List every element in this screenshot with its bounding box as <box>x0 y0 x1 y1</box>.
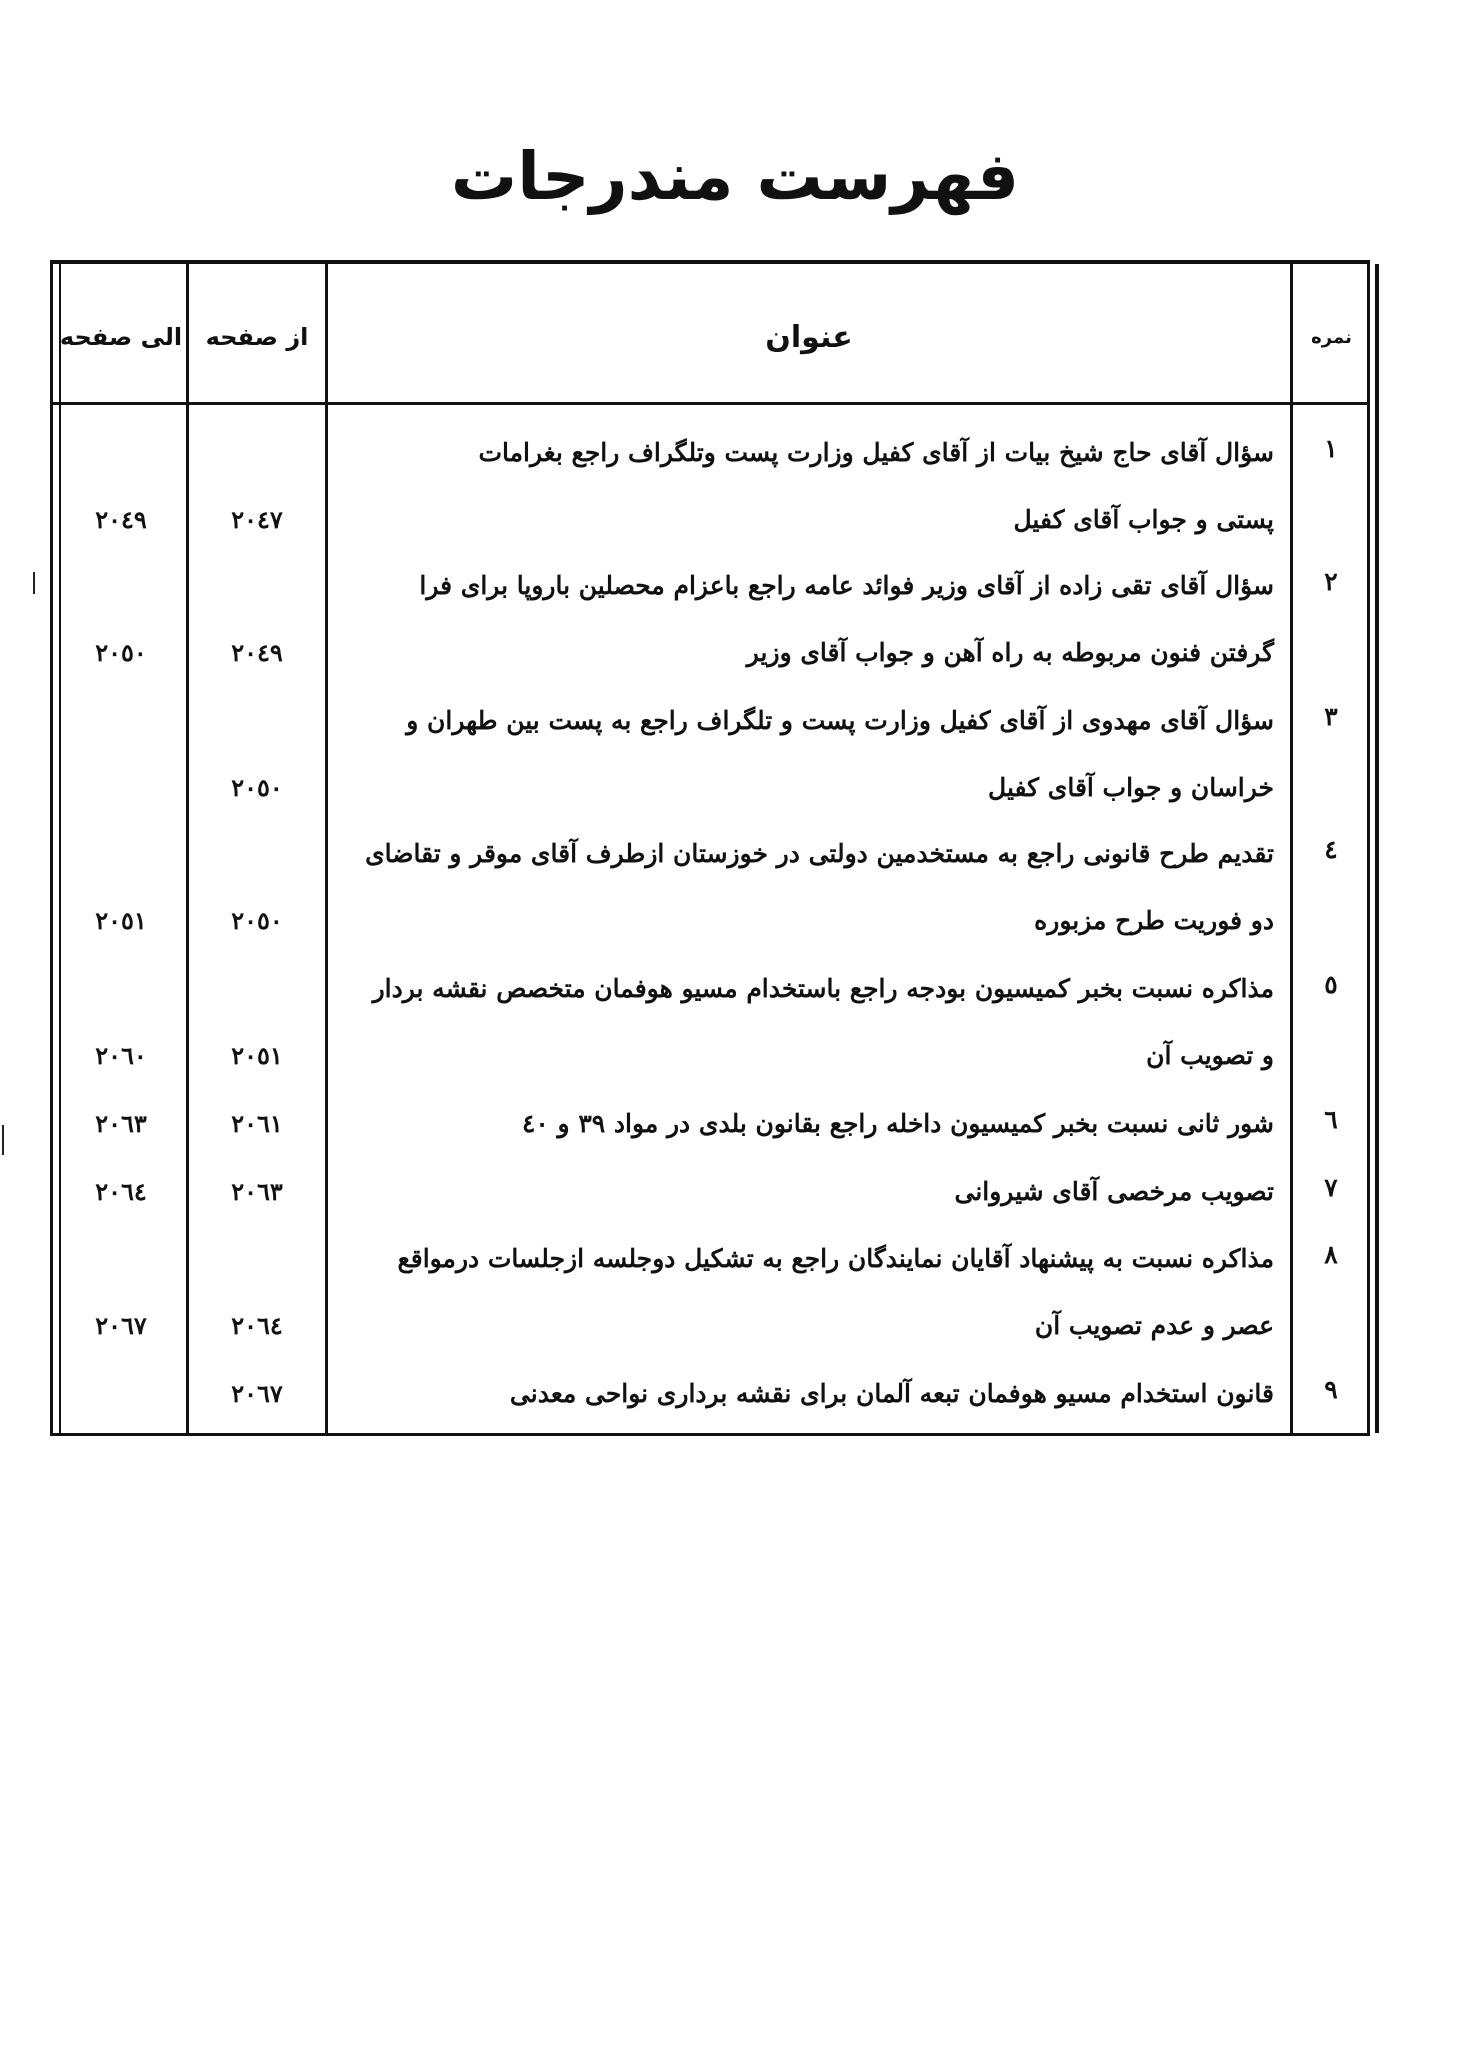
divider-subject-number <box>1290 264 1293 1433</box>
row-to-page: ٢٠٥١ <box>95 906 147 935</box>
row-subject-line: تقديم طرح قانونى راجع به مستخدمين دولتى در خوزستان ازطرف آقاى موقر و تقاضاى <box>365 839 1274 868</box>
row-to-page: ٢٠٦٣ <box>95 1109 147 1138</box>
row-from-page: ٢٠٥٠ <box>231 906 283 935</box>
row-subject-line: مذاكره نسبت به پيشنهاد آقايان نمايندگان راجع به تشكيل دوجلسه ازجلسات درمواقع <box>397 1244 1274 1273</box>
row-from-page: ٢٠٤٧ <box>231 505 283 534</box>
row-from-page: ٢٠٥٠ <box>231 773 283 802</box>
row-number: ٨ <box>1324 1240 1338 1269</box>
page-title: فهرست مندرجات <box>450 138 1020 215</box>
divider-from-subject <box>325 264 328 1433</box>
row-number: ٧ <box>1324 1173 1338 1202</box>
row-subject-line: مذاكره نسبت بخبر كميسيون بودجه راجع باستخدام مسيو هوفمان متخصص نقشه بردار <box>372 974 1274 1003</box>
row-subject-line: گرفتن فنون مربوطه به راه آهن و جواب آقاى وزير <box>746 638 1274 667</box>
row-subject-line: پستى و جواب آقاى كفيل <box>1013 505 1274 534</box>
row-from-page: ٢٠٥١ <box>231 1041 283 1070</box>
margin-mark <box>2 1125 4 1155</box>
row-to-page: ٢٠٤٩ <box>95 505 147 534</box>
row-number: ٤ <box>1324 835 1338 864</box>
row-to-page: ٢٠٦٠ <box>95 1041 147 1070</box>
row-number: ٢ <box>1324 567 1338 596</box>
header-subject: عنوان <box>765 319 853 355</box>
toc-table <box>50 264 1370 1436</box>
row-to-page: ٢٠٦٧ <box>95 1311 147 1340</box>
outer-right-border <box>1375 264 1379 1433</box>
divider-to-from <box>186 264 189 1433</box>
row-subject-line: سؤال آقاى تقى زاده از آقاى وزير فوائد عامه راجع باعزام محصلين باروپا براى فرا <box>419 571 1274 600</box>
row-subject-line: سؤال آقاى حاج شيخ بيات از آقاى كفيل وزارت پست وتلگراف راجع بغرامات <box>478 438 1274 467</box>
row-subject-line: دو فوريت طرح مزبوره <box>1034 906 1274 935</box>
row-number: ٦ <box>1324 1105 1338 1134</box>
row-subject-line: خراسان و جواب آقاى كفيل <box>988 773 1274 802</box>
row-subject-line: سؤال آقاى مهدوى از آقاى كفيل وزارت پست و تلگراف راجع به پست بين طهران و <box>406 706 1274 735</box>
header-number: نمره <box>1311 326 1352 348</box>
row-to-page: ٢٠٦٤ <box>95 1177 147 1206</box>
row-number: ١ <box>1324 434 1338 463</box>
row-subject-line: شور ثانى نسبت بخبر كميسيون داخله راجع بقانون بلدى در مواد ٣٩ و ٤٠ <box>521 1109 1274 1138</box>
header-from-page: از صفحه <box>205 323 309 351</box>
row-subject-line: تصويب مرخصى آقاى شيروانى <box>954 1177 1274 1206</box>
row-subject-line: قانون استخدام مسيو هوفمان تبعه آلمان براى نقشه بردارى نواحى معدنى <box>509 1379 1274 1408</box>
outer-left-border <box>59 264 61 1433</box>
row-from-page: ٢٠٦١ <box>231 1109 283 1138</box>
margin-mark <box>33 572 35 594</box>
row-number: ٩ <box>1324 1375 1338 1404</box>
row-from-page: ٢٠٤٩ <box>231 638 283 667</box>
row-from-page: ٢٠٦٣ <box>231 1177 283 1206</box>
row-from-page: ٢٠٦٧ <box>231 1379 283 1408</box>
row-subject-line: و تصويب آن <box>1146 1041 1274 1070</box>
row-number: ٥ <box>1324 970 1338 999</box>
row-number: ٣ <box>1324 702 1338 731</box>
header-rule <box>53 402 1367 405</box>
row-subject-line: عصر و عدم تصويب آن <box>1034 1311 1274 1340</box>
row-to-page: ٢٠٥٠ <box>95 638 147 667</box>
row-from-page: ٢٠٦٤ <box>231 1311 283 1340</box>
header-to-page: الی صفحه <box>59 323 183 351</box>
